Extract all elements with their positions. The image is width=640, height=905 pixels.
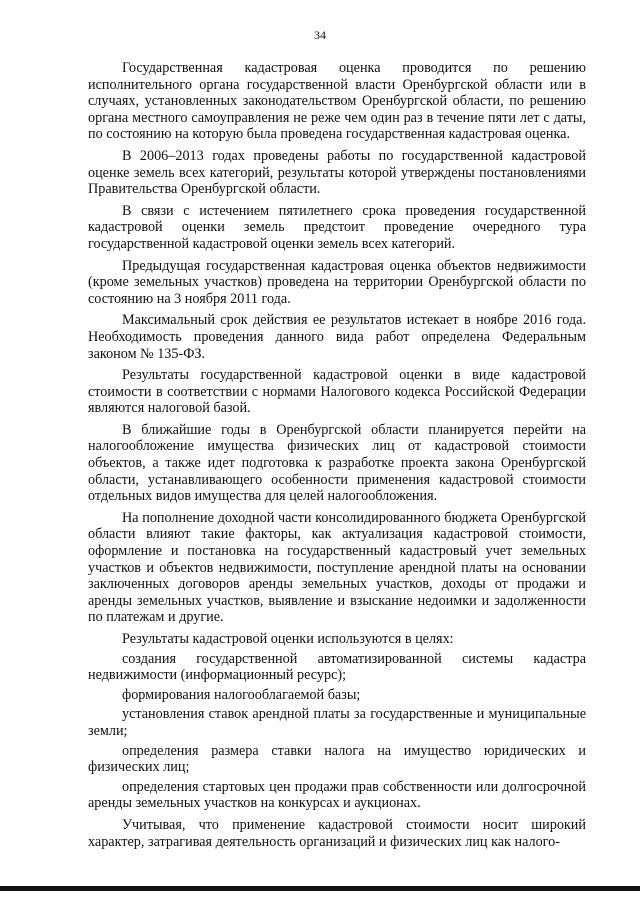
bottom-rule	[0, 886, 640, 891]
list-item: установления ставок арендной платы за государственные и муниципальные земли;	[88, 706, 586, 739]
list-item: создания государственной автоматизированной системы кадастра недвижимости (информационный ресурс);	[88, 650, 586, 684]
paragraph: Результаты кадастровой оценки используются в целях:	[122, 631, 454, 647]
paragraph: Максимальный срок действия ее результатов истекает в ноябре 2016 года. Необходимость проведения данного вида работ определена Федеральным законом № 135-ФЗ.	[88, 312, 586, 362]
paragraph: На пополнение доходной части консолидированного бюджета Оренбургской области влияют такие факторы, как актуализация кадастровой стоимости, оформление и постановка на государственный кадастровый учет земельных участков и объектов недвижимости, поступление арендной платы на основании заключенных договоров аренды земельных участков, доходы от продажи и аренды земельных участков, выявление и взыскание недоимки и задолженности по платежам и другие.	[88, 509, 586, 626]
paragraph: В ближайшие годы в Оренбургской области планируется перейти на налогообложение имущества физических лиц от кадастровой стоимости объектов, а также идет подготовка к разработке проекта закона Оренбургской области, устанавливающего особенности применения кадастровой стоимости отдельных видов имущества для целей налогообложения.	[88, 421, 586, 505]
list-item: определения стартовых цен продажи прав собственности или долгосрочной аренды земельных участков на конкурсах и аукционах.	[88, 778, 586, 812]
page-number: 34	[314, 28, 326, 42]
paragraph: В 2006–2013 годах проведены работы по государственной кадастровой оценке земель всех категорий, результаты которой утверждены постановлениями Правительства Оренбургской области.	[88, 147, 586, 198]
paragraph: Результаты государственной кадастровой оценки в виде кадастровой стоимости в соответствии с нормами Налогового кодекса Российской Федерации являются налоговой базой.	[88, 367, 586, 417]
closing-paragraph: Учитывая, что применение кадастровой стоимости носит широкий характер, затрагивая деятельность организаций и физических лиц как налого-	[88, 816, 586, 850]
list-item: определения размера ставки налога на имущество юридических и физических лиц;	[88, 742, 586, 776]
list-item: формирования налогооблагаемой базы;	[122, 686, 361, 703]
paragraph: В связи с истечением пятилетнего срока проведения государственной кадастровой оценки земель предстоит проведение очередного тура государственной кадастровой оценки земель всех категорий.	[88, 202, 586, 252]
document-body	[88, 60, 586, 855]
paragraph: Предыдущая государственная кадастровая оценка объектов недвижимости (кроме земельных участков) проведена на территории Оренбургской области по состоянию на 3 ноября 2011 года.	[88, 257, 586, 307]
paragraph: Государственная кадастровая оценка проводится по решению исполнительного органа государственной власти Оренбургской области или в случаях, установленных законодательством Оренбургской области, по решению органа местного самоуправления не реже чем один раз в течение пяти лет с даты, по состоянию на которую была проведена государственная кадастровая оценка.	[88, 60, 586, 143]
